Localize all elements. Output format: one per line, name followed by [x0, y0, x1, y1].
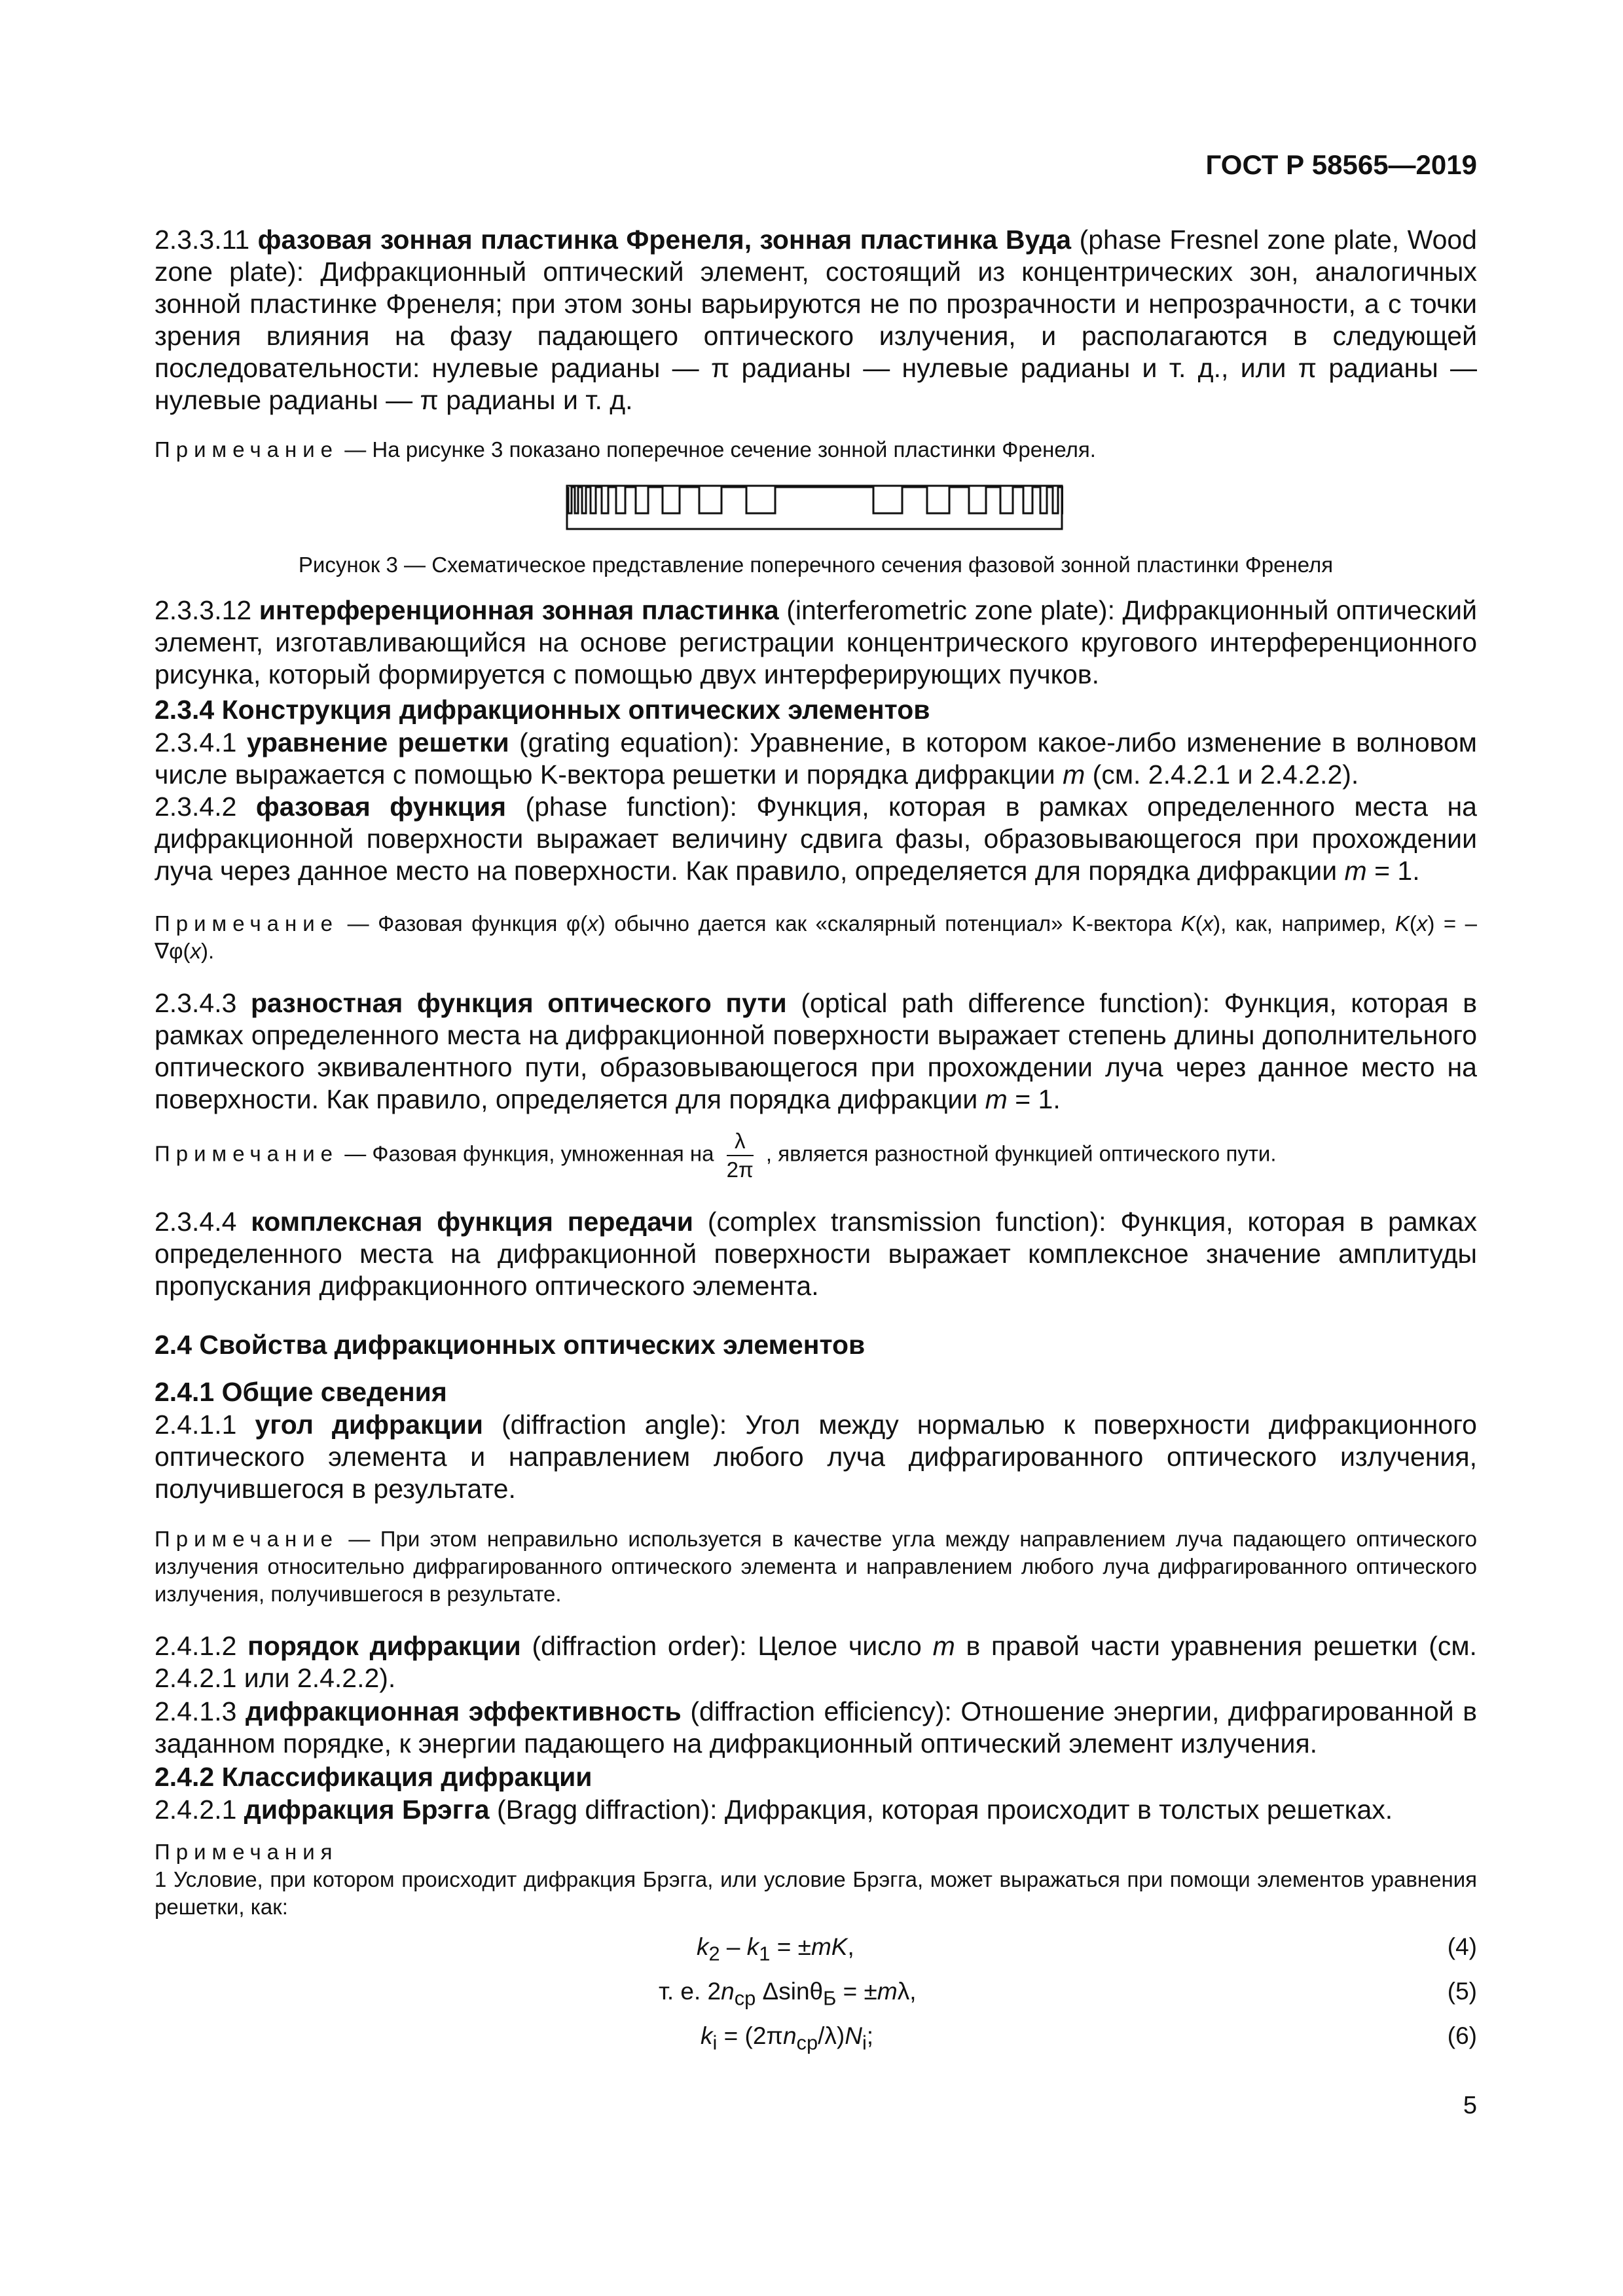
equation-4: $k_2 - k_1 = \pm mK$,: [697, 1933, 854, 1965]
figure-3-zone-plate-cross-section: [566, 479, 1063, 532]
section-2-4-2-1: 2.4.2.1 дифракция Брэгга (Bragg diffraction): Дифракция, которая происходит в толстых решетках.: [155, 1795, 1393, 1825]
equation-5: т. е. $2n_{ср}$ Δsinθ$_Б$ = ±mλ,: [659, 1978, 917, 2010]
section-2-4-1-1: 2.4.1.1 угол дифракции (diffraction angle): Угол между нормалью к поверхности дифракционного оптического элемента и направлением любого луча дифрагированного оптического излучения, получившегося в результате.: [155, 1410, 1477, 1504]
section-2-3-4-1: 2.3.4.1 уравнение решетки (grating equation): Уравнение, в котором какое-либо изменение в волновом числе выражается с помощью K-вектора решетки и порядка дифракции m (см. 2.4.2.1 и 2.4.2.2).: [155, 727, 1477, 790]
section-2-3-3-12: 2.3.3.12 интерференционная зонная пластинка (interferometric zone plate): Дифракционный оптический элемент, изготавливающийся на основе регистрации концентрического кругового интерференционного рисунка, который формируется с помощью двух интерферирующих пучков.: [155, 595, 1477, 689]
note-2: Примечание — Фазовая функция φ(x) обычно дается как «скалярный потенциал» K-вектора K(x), как, например, K(x) = –∇φ(x).: [155, 911, 1478, 963]
document-header: ГОСТ Р 58565—2019: [1205, 149, 1477, 180]
equation-6: $k_i = (2\pi n_{ср}/\lambda)N_i$;: [701, 2022, 874, 2054]
section-2-4-1-3: 2.4.1.3 дифракционная эффективность (diffraction efficiency): Отношение энергии, дифрагированной в заданном порядке, к энергии падающего на дифракционный оптический элемент излучения.: [155, 1696, 1477, 1758]
note-4: Примечание — При этом неправильно используется в качестве угла между направлением луча падающего оптического излучения относительно дифрагированного оптического элемента и направлением любого луча дифрагированного оптического излучения, получившегося в результате.: [155, 1527, 1477, 1606]
equation-4-number: (4): [1447, 1933, 1477, 1960]
section-2-3-4-4: 2.3.4.4 комплексная функция передачи (complex transmission function): Функция, которая в рамках определенного места на дифракционной поверхности выражает комплексное значение амплитуды пропускания дифракционного оптического элемента.: [155, 1207, 1477, 1301]
equation-5-number: (5): [1447, 1978, 1477, 2005]
heading-2-3-4: 2.3.4 Конструкция дифракционных оптических элементов: [155, 695, 930, 725]
heading-2-4: 2.4 Свойства дифракционных оптических элементов: [155, 1330, 866, 1360]
note-1: Примечание — На рисунке 3 показано поперечное сечение зонной пластинки Френеля.: [155, 437, 1096, 462]
note-5: 1 Условие, при котором происходит дифракция Брэгга, или условие Брэгга, может выражаться при помощи элементов уравнения решетки, как:: [155, 1867, 1477, 1919]
heading-2-4-1: 2.4.1 Общие сведения: [155, 1377, 447, 1407]
equation-6-number: (6): [1447, 2022, 1477, 2049]
figure-3-caption: Рисунок 3 — Схематическое представление поперечного сечения фазовой зонной пластинки Френеля: [298, 553, 1334, 577]
section-2-3-4-3: 2.3.4.3 разностная функция оптического пути (optical path difference function): Функция, которая в рамках определенного места на дифракционной поверхности выражает степень длины дополнительного оптического эквивалентного пути, образовывающегося при прохождении луча через данное место на поверхности. Как правило, определяется для порядка дифракции m = 1.: [155, 988, 1477, 1114]
term: фазовая зонная пластинка Френеля, зонная пластинка Вуда: [257, 225, 1072, 255]
page-number: 5: [1463, 2092, 1477, 2119]
lambda-over-2pi-fraction: $\frac{\lambda}{2\pi}$: [726, 1129, 754, 1182]
section-2-4-1-2: 2.4.1.2 порядок дифракции (diffraction order): Целое число m в правой части уравнения решетки (см. 2.4.2.1 или 2.4.2.2).: [155, 1631, 1477, 1693]
section-2-3-4-2: 2.3.4.2 фазовая функция (phase function): Функция, которая в рамках определенного места на дифракционной поверхности выражает величину сдвига фазы, образовывающегося при прохождении луча через данное место на поверхности. Как правило, определяется для порядка дифракции m = 1.: [155, 792, 1477, 886]
notes-label: Примечания: [155, 1840, 338, 1864]
heading-2-4-2: 2.4.2 Классификация дифракции: [155, 1762, 593, 1792]
section-2-3-3-11: 2.3.3.11 фазовая зонная пластинка Френеля, зонная пластинка Вуда (phase Fresnel zone plate, Wood zone plate): Дифракционный оптический элемент, состоящий из концентрических зон, аналогичных зонной пластинке Френеля; при этом зоны варьируются не по прозрачности и непрозрачности, а с точки зрения влияния на фазу падающего оптического излучения, и располагаются в следующей последовательности: нулевые радианы — π радианы — нулевые радианы и т. д., или π радианы — нулевые радианы — π радианы и т. д.: [155, 225, 1477, 415]
note-3: Примечание — Фазовая функция, умноженная на $\frac{\lambda}{2\pi}$ , является разностной функцией оптического пути.: [155, 1127, 1477, 1184]
